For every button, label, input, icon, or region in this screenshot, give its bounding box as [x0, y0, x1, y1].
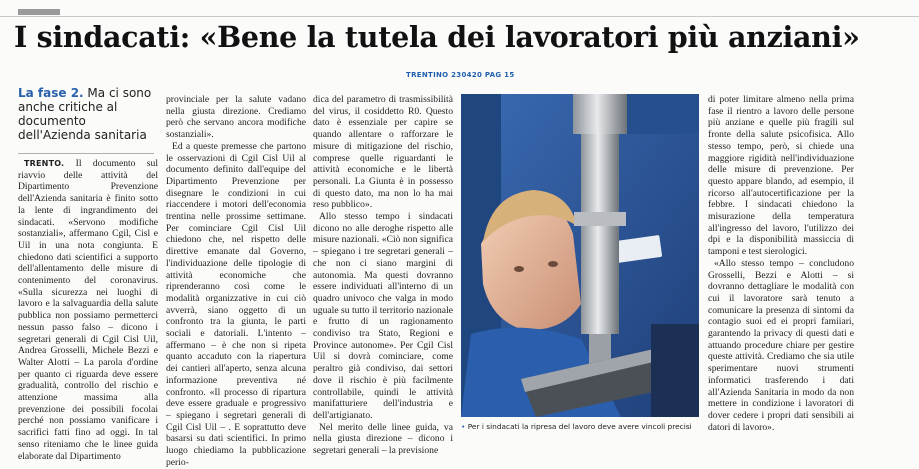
- summary-text: Ma ci sono anche critiche al documento dell'Azienda sanitaria: [18, 86, 152, 142]
- worker-photo: [461, 94, 699, 417]
- column-5-paragraph-2: «Allo stesso tempo – concludono Grosselli, Bezzi e Alotti – si dovranno dettagliare le modalità con cui il lavoratore sarà tenuto a comunicare la presenza di sintomi da contagio suoi ed ei propri famiiari, garantendo la privacy di questi dati e attuando procedure chiare per gestire queste attività. Crediamo che sia utile sperimentare nuovi strumenti informatici trasferendo i dati all'Azienda Sanitaria in modo da non mettere in condizione i lavoratori di dover cedere i propri dati sensibili ai datori di lavoro».: [708, 257, 854, 433]
- caption-text: Per i sindacati la ripresa del lavoro deve avere vincoli precisi: [465, 422, 692, 431]
- column-2-paragraph-2: Ed a queste premesse che partono le osservazioni di Cgil Cisl Uil al documento definito dall'equipe del Dipartimento Prevenzione per disegnare le condizioni in cui riaccendere i motori dell'economia trentina nelle prossime settimane. Per cominciare Cgil Cisl Uil chiedono che, nel rispetto delle direttive emanate dal Governo, l'individuazione delle tipologie di attività economiche che riprenderanno così come le modalità organizzative in cui ciò avverrà, siano oggetto di un confronto tra la giunta, le parti sociali e datoriali. L'intento – affermano – è che non si ripeta quanto accaduto con la riapertura dei cantieri all'aperto, senza alcuna informazione preventiva né confronto. «Il processo di ripartura deve essere graduale e progressivo – spiegano i segretari generali di Cgil Cisl Uil – . E soprattutto deve basarsi su dati scientifici. In primo luogo chiediamo la pubblicazione perio-: [166, 140, 306, 468]
- photo-caption: [461, 422, 701, 432]
- top-rule: [0, 16, 919, 17]
- article-column-5: [708, 94, 854, 450]
- summary-lead: La fase 2.: [18, 86, 84, 100]
- source-label: TRENTINO 230420 PAG 15: [406, 71, 515, 79]
- article-column-2: [166, 94, 306, 468]
- column-5-paragraph-1: di poter limitare almeno nella prima fase il rientro a lavoro delle persone più anziane e quelle più fragili sul fronte della salute psicofisica. Allo stesso tempo, però, si chiede una maggiore rigidità nell'individuazione delle misure di prevenzione. Per questo appare blando, ad esempio, il ricorso all'autocertificazione per la febbre. I sindacati chiedono la misurazione della temperatura all'ingresso del lavoro, l'utilizzo dei dpi e la disponibilità massiccia di tamponi e test sierologici.: [708, 94, 854, 258]
- column-2-paragraph-1: provinciale per la salute vadano nella giusta direzione. Crediamo però che servano ancora modifiche sostanziali».: [166, 94, 306, 141]
- summary: [18, 86, 158, 142]
- dateline: TRENTO.: [24, 159, 65, 168]
- caption-bullet: •: [461, 422, 466, 431]
- section-marker: [18, 9, 60, 15]
- column-3-paragraph-1: dica del parametro di trasmissibilità del virus, il cosiddetto R0. Questo dato è essenziale per capire se quando allentare o rafforzare le misure di mitigazione del rischio, comprese quelle riguardanti le attività economiche e le libertà personali. La Giunta è in possesso di questo dato, ma non lo ha mai reso pubblico».: [313, 94, 453, 211]
- column-3-paragraph-2: Allo stesso tempo i sindacati dicono no alle deroghe rispetto alle misure nazionali. «Ciò non significa – spiegano i tre segretari generali – che non ci siano margini di autonomia. Ma questi dovranno essere individuati all'interno di un quadro univoco che valga in modo uguale su tutto il territorio nazionale e frutto di un ragionamento condiviso tra Stato, Regioni e Province autonome». Per Cgil Cisl Uil si dovrà cominciare, come peraltro già condiviso, dai settori dove il rischio è più facilmente controllabile, quindi le attività manifatturiere dell'industria e dell'artigianato.: [313, 211, 453, 421]
- article-column-1: [18, 158, 158, 462]
- summary-divider: [18, 153, 154, 154]
- article-column-3: [313, 94, 453, 457]
- headline: I sindacati: «Bene la tutela dei lavoratori più anziani»: [14, 20, 860, 54]
- column-1-paragraph-1: Il documento sul riavvio delle attività del Dipartimento Prevenzione dell'Azienda sanitaria è finito sotto la lente di ingrandimento dei sindacati. «Servono modifiche sostanziali», affermano Cgil, Cisl e Uil in una nota congiunta. E chiedono dati scientifici a supporto dell'allentamento delle misure di contenimento del coronavirus. «Sulla sicurezza nei luoghi di lavoro e la salvaguardia della salute pubblica non possiamo permetterci nessun passo falso – dicono i segretari generali di Cgil Cisl Uil, Andrea Grosselli, Michele Bezzi e Walter Alotti – La parola d'ordine per quanto ci riguarda deve essere gradualità, controllo del rischio e attenzione massima alla prevenzione dei possibili focolai perché non possiamo vanificare i sacrifici fatti fino ad oggi. In tal senso riteniamo che le linee guida elaborate dal Dipartimento: [18, 158, 158, 462]
- column-3-paragraph-3: Nel merito delle linee guida, va nella giusta direzione – dicono i segretari generali – la previsione: [313, 421, 453, 457]
